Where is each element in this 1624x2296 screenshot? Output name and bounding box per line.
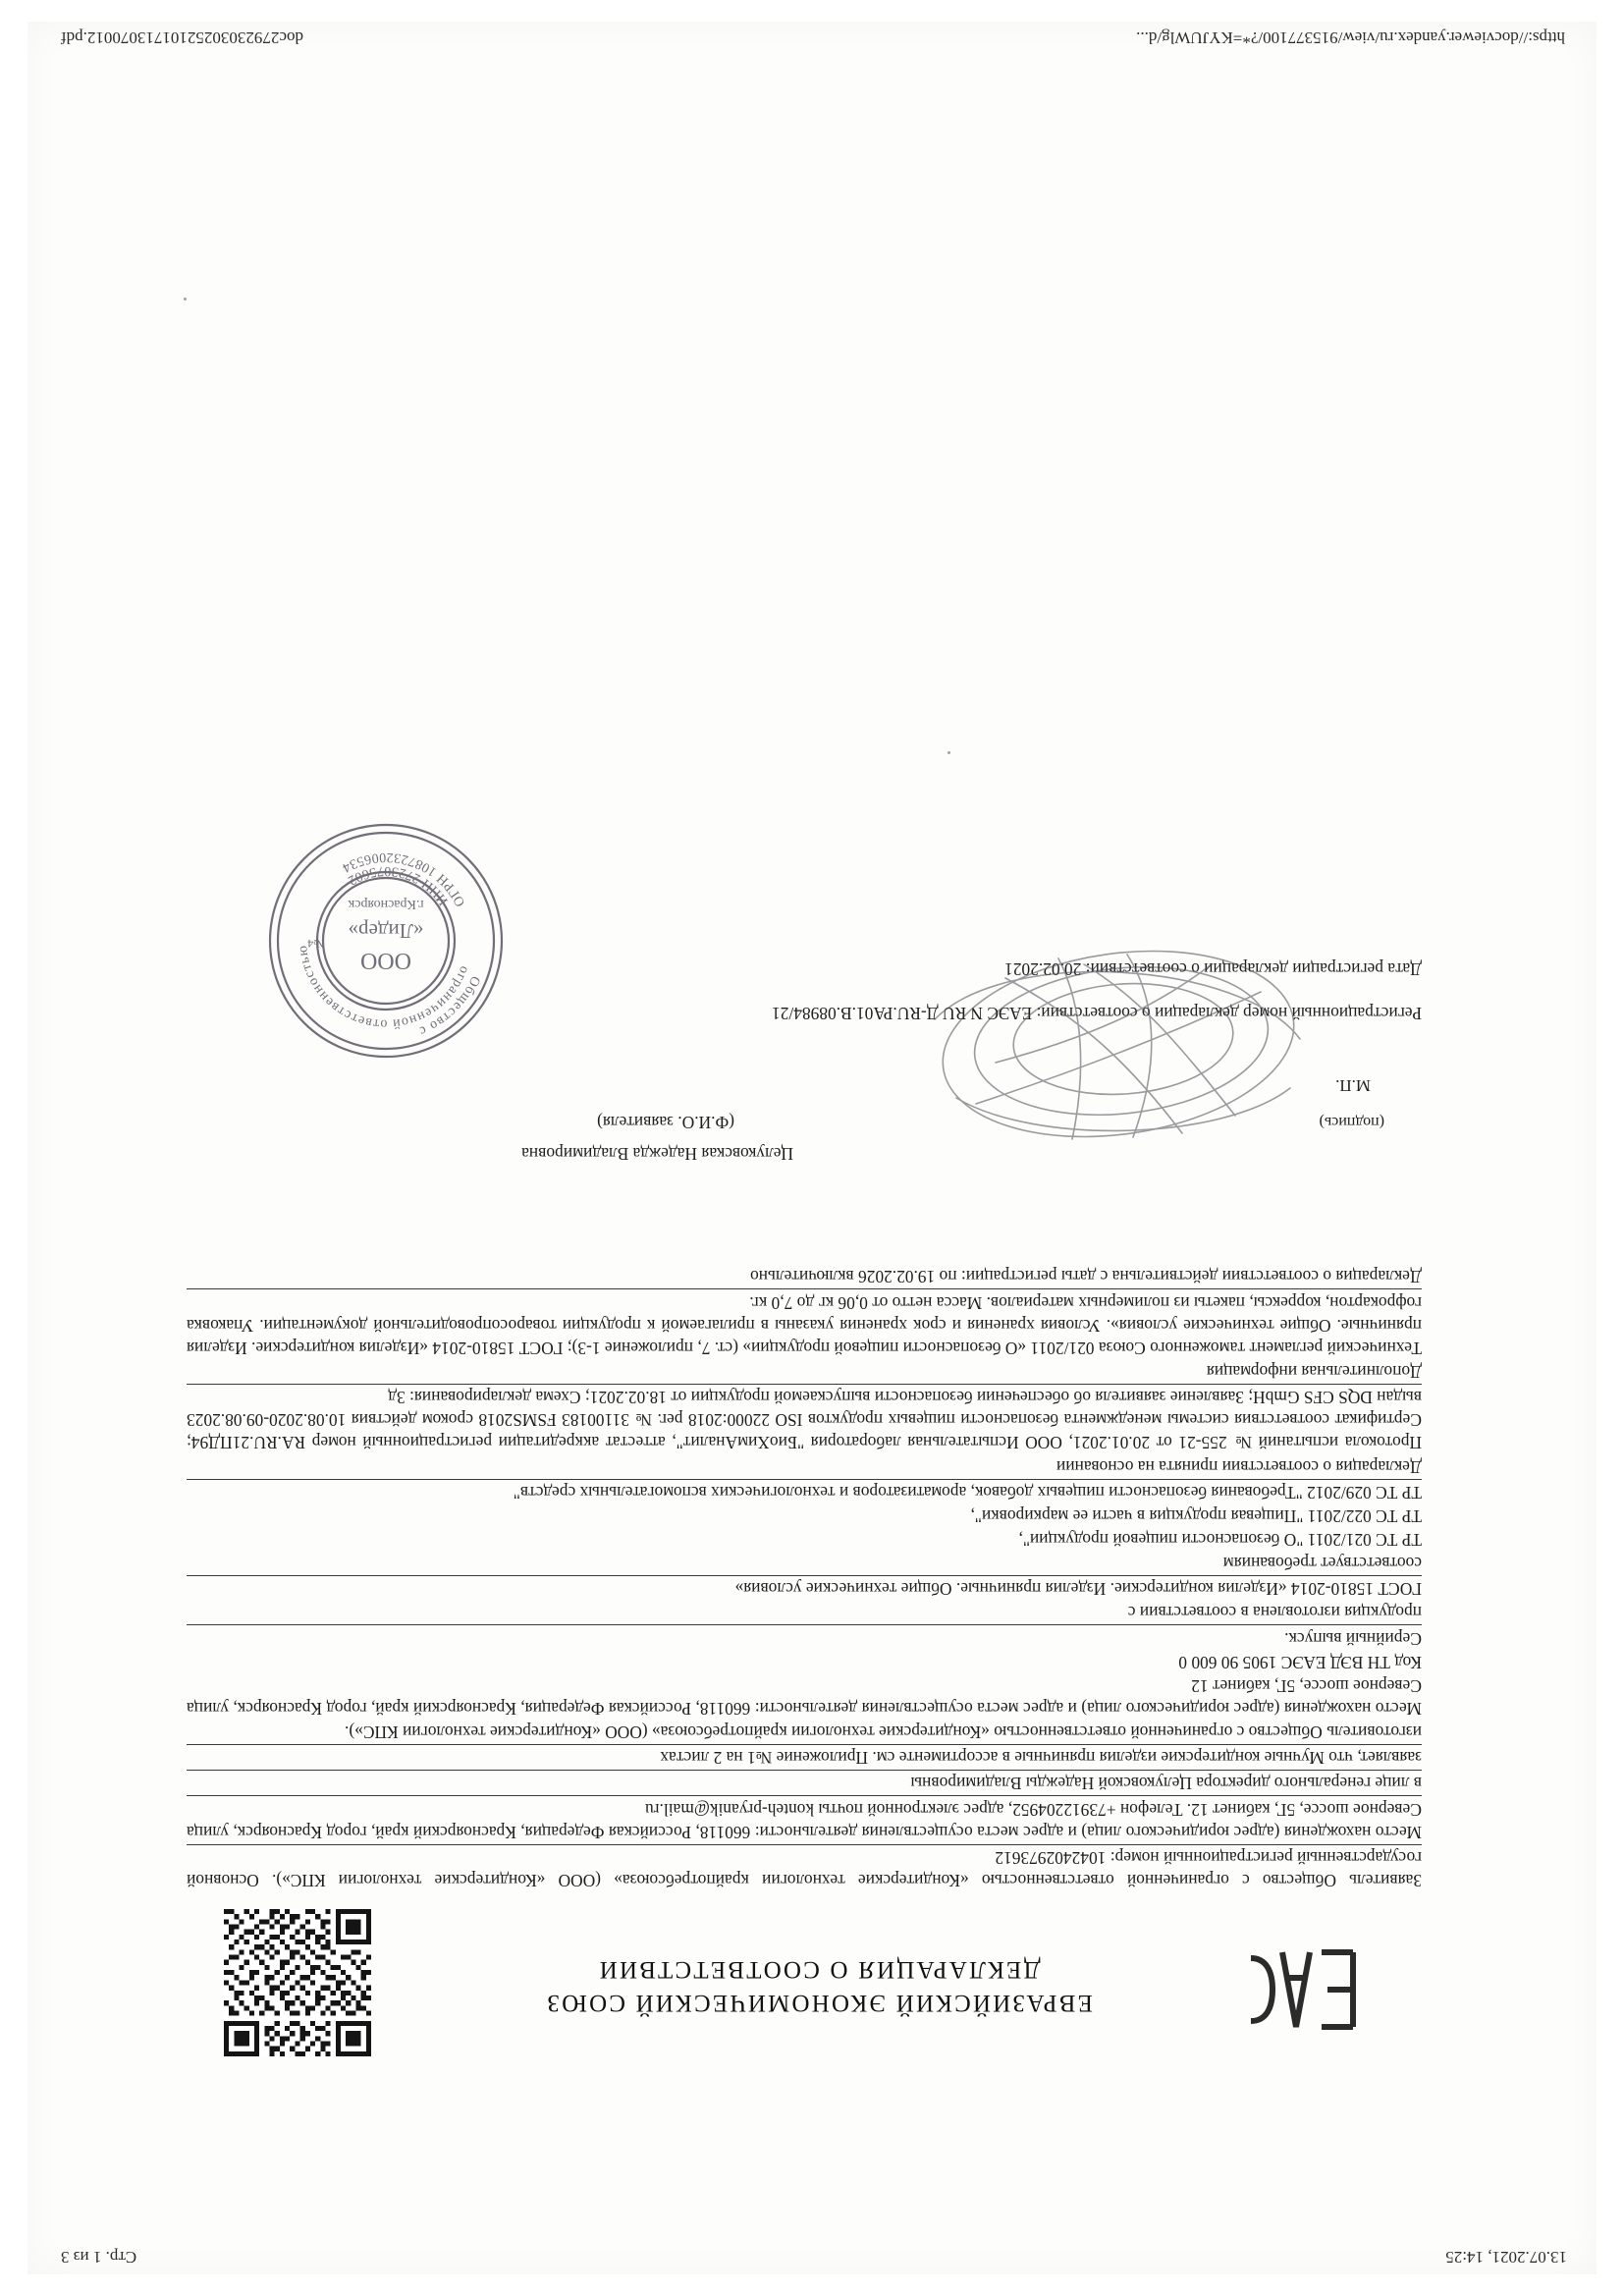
registration-number: Регистрационный номер декларации о соответствии: ЕАЭС N RU Д-RU.РА01.В.08984/21 <box>772 1004 1422 1023</box>
signatory-name: Целуковская Надежда Владимировна <box>521 1144 793 1164</box>
stamp-arc-bottom: ОГРН 1087232006534 <box>339 848 469 909</box>
additional-label: Дополнительная информация <box>1206 1362 1422 1383</box>
conformity-item-2: ТР ТС 022/2011 "Пищевая продукция в части ее маркировки", <box>970 1505 1422 1526</box>
representative-paragraph: в лице генерального директора Целуковской Надежды Владимировны <box>187 1770 1422 1794</box>
header-page-number: Стр. 1 из 3 <box>61 2248 137 2267</box>
company-round-stamp <box>263 818 509 1064</box>
footer-url: https://docviewer.yandex.ru/view/915377100/?*=KYJUWlg/d... <box>1136 28 1565 47</box>
manufacturer-paragraph: изготовитель Общество с ограниченной ответственностью «Кондитерские технологии крайпотребсоюза» (ООО «Кондитерские технологии КПС»). <box>345 1722 1422 1743</box>
stamp-brand: ООО <box>360 948 411 973</box>
signature-caption-podpis: (подпись) <box>1319 1114 1384 1130</box>
signatory-caption: (Ф.И.О. заявителя) <box>597 1113 734 1132</box>
document-title <box>436 1952 1202 2019</box>
eac-mark-icon <box>1245 1946 1361 2033</box>
conformity-item-3: ТР ТС 029/2012 "Требования безопасности пищевых добавок, ароматизаторов и технологических вспомогательных средств" <box>187 1479 1422 1503</box>
conformity-item-1: ТР ТС 021/2011 "О безопасности пищевой продукции", <box>1018 1530 1422 1551</box>
signature-mp-label: М.П. <box>1335 1076 1371 1095</box>
header-timestamp: 13.07.2021, 14:25 <box>1445 2248 1567 2267</box>
stamp-number: №4 <box>307 937 325 951</box>
made-in-accordance-label: продукция изготовлена в соответствии с <box>1127 1603 1422 1623</box>
handwritten-signature <box>897 931 1329 1157</box>
serial-release: Серийный выпуск. <box>187 1624 1422 1649</box>
stamp-brand2: «Лидер» <box>348 919 424 943</box>
applicant-paragraph: Заявитель Общество с ограниченной ответственностью «Кондитерские технологии крайпотребсоюза» (ООО «Кондитерские технологии КПС»). Основной государственный регистрационный номер: 1042402973612 <box>187 1844 1422 1891</box>
qr-code-icon <box>224 1909 371 2056</box>
footer-filename: doc27923030252101713070012.pdf <box>61 28 303 47</box>
basis-label: Декларация о соответствии принята на основании <box>1056 1456 1422 1477</box>
made-in-accordance-value: ГОСТ 15810-2014 «Изделия кондитерские. Изделия пряничные. Общие технические условия» <box>187 1575 1422 1600</box>
stamp-arc-bottom2: ИНН 2723075602 <box>344 862 452 908</box>
registration-date: Дата регистрации декларации о соответствии: 20.02.2021 <box>1004 959 1422 979</box>
title-line-1: ЕВРАЗИЙСКИЙ ЭКОНОМИЧЕСКИЙ СОЮЗ <box>545 1990 1093 2016</box>
declaration-body <box>187 1264 1422 1891</box>
tnved-code: Код ТН ВЭД ЕАЭС 1905 90 600 0 <box>1178 1652 1422 1672</box>
stamp-arc-top2: ограниченной ответственностью <box>295 944 472 1032</box>
title-line-2: ДЕКЛАРАЦИЯ О СООТВЕТСТВИИ <box>597 1956 1041 1983</box>
additional-text: Технический регламент таможенного Союза 021/2011 «О безопасности пищевой продукции» (ст. 7, приложение 1-3); ГОСТ 15810-2014 «Изделия кондитерские. Изделия пряничные. Общие технические условия». Условия хранения и срок хранения указаны в прилагаемой к продукции товаросопроводительной документации. Упаковка гофрокартон, коррексы, пакеты из полимерных материалов. Масса нетто от 0,06 кг до 7,0 кг. <box>187 1288 1422 1358</box>
manufacturer-address-paragraph: Место нахождения (адрес юридического лица) и адрес места осуществления деятельности: 660118, Российская Федерация, Красноярский край, город Красноярск, улица Северное шоссе, 5Г, кабинет 12 <box>187 1675 1422 1720</box>
applicant-address-paragraph: Место нахождения (адрес юридического лица) и адрес места осуществления деятельности: 660118, Российская Федерация, Красноярский край, город Красноярск, улица Северное шоссе, 5Г, кабинет 12. Телефон +73912204952, адрес электронной почты konteh-pryanik@mail.ru <box>187 1795 1422 1842</box>
stamp-arc-top: Общество с <box>415 973 483 1039</box>
validity-text: Декларация о соответствии действительна с даты регистрации: по 19.02.2026 включительно <box>750 1267 1422 1287</box>
basis-text: Протокола испытаний № 255-21 от 20.01.2021, ООО Испытательная лаборатория "БиоХимАналит", аттестат аккредитации регистрационный номер RA.RU.21ПД94; Сертификат соответствия системы менеджмента безопасности пищевых продуктов ISO 22000:2018 рег. № 31100183 FSMS2018 сроком действия 10.08.2020-09.08.2023 выдан DQS CFS GmbH; Заявление заявителя об обеспечении безопасности выпускаемой продукции от 18.02.2021; Схема декларирования: 3д <box>187 1384 1422 1453</box>
stamp-city: г.Красноярск <box>348 897 424 911</box>
declares-paragraph: заявляет, что Мучные кондитерские изделия пряничные в ассортименте см. Приложение №1 на 2 листах <box>187 1744 1422 1769</box>
conformity-label: соответствует требованиям <box>1222 1554 1422 1574</box>
